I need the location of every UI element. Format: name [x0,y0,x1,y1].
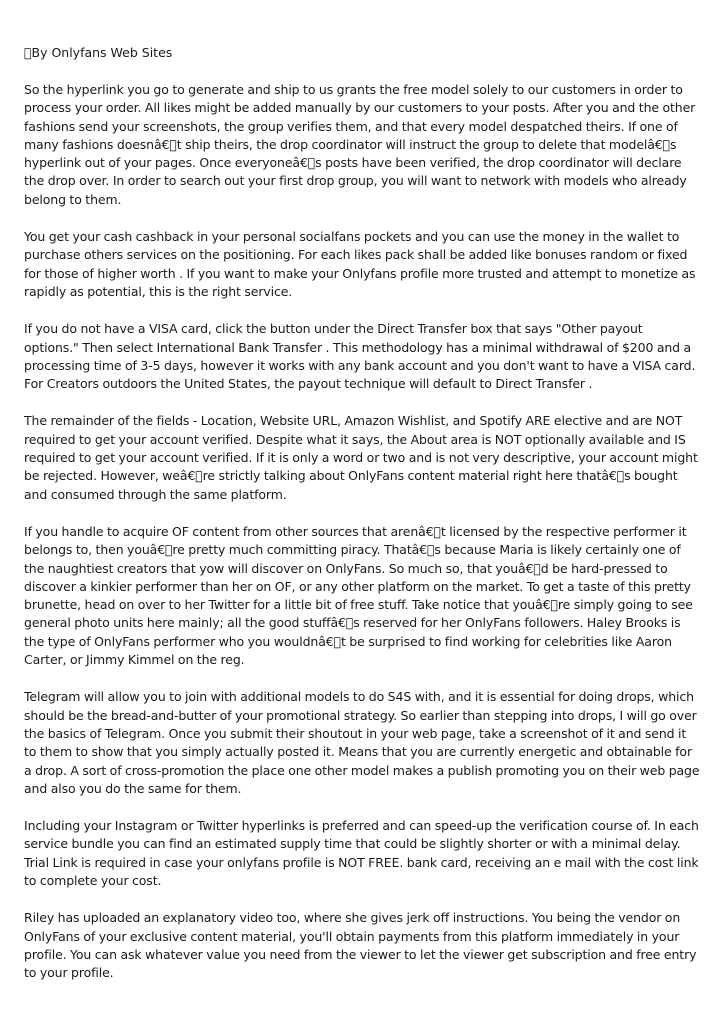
paragraph-6: Telegram will allow you to join with additional models to do S4S with, and it is essential for doing drops, which should be the bread-and-butter of your promotional strategy. So earlier than stepping into drops, I will go over the basics of Telegram. Once you submit their shoutout in your web page, take a screenshot of it and send it to them to show that you simply actually posted it. Means that you are currently energetic and obtainable for a drop. A sort of cross-promotion the place one other model makes a publish promoting you on their web page and also you do the same for them. [24,689,700,796]
paragraph-1: So the hyperlink you go to generate and ship to us grants the free model solely to our customers in order to process your order. All likes might be added manually by our customers to your posts. After you and the other fashions send your screenshots, the group verifies them, and that every model despatched theirs. If one of many fashions doesnâ€ t ship theirs, the drop coordinator will instruct the group to delete that modelâ€ s hyperlink out of your pages. Once everyoneâ€ s posts have been verified, the drop coordinator will declare the drop over. In order to search out your first drop group, you will want to network with models who already belong to them. [24,82,696,207]
paragraph-2: You get your cash cashback in your personal socialfans pockets and you can use the money in the wallet to purchase others services on the positioning. For each likes pack shall be added like bonuses random or fixed for those of higher worth . If you want to make your Onlyfans profile more trusted and attempt to monetize as rapidly as potential, this is the right service. [24,229,696,299]
paragraph-3: If you do not have a VISA card, click the button under the Direct Transfer box that says "Other payout options." Then select International Bank Transfer . This methodology has a minimal withdrawal of $200 and a processing time of 3-5 days, however it works with any bank account and you don't want to have a VISA card. For Creators outdoors the United States, the payout technique will default to Direct Transfer . [24,321,696,392]
paragraph-7: Including your Instagram or Twitter hyperlinks is preferred and can speed-up the verification course of. In each service bundle you can find an estimated supply time that could be slightly shorter or with a minimal delay. Trial Link is required in case your onlyfans profile is NOT FREE. bank card, receiving an e mail with the cost link to complete your cost. [24,818,699,888]
paragraph-4: The remainder of the fields - Location, Website URL, Amazon Wishlist, and Spotify ARE elective and are NOT required to get your account verified. Despite what it says, the About area is NOT optionally available and IS required to get your account verified. If it is only a word or two and is not very descriptive, your account might be rejected. However, weâ€ re strictly talking about OnlyFans content material right here thatâ€ s bought and consumed through the same platform. [24,413,698,502]
document-body [24,44,700,1001]
paragraph-8: Riley has uploaded an explanatory video too, where she gives jerk off instructions. You being the vendor on OnlyFans of your exclusive content material, you'll obtain payments from this platform immediately in your profile. You can ask whatever value you need from the viewer to let the viewer get subscription and free entry to your profile. [24,910,697,981]
document-heading:  By Onlyfans Web Sites [24,45,173,60]
paragraph-5: If you handle to acquire OF content from other sources that arenâ€ t licensed by the respective performer it belongs to, then youâ€ re pretty much committing piracy. Thatâ€ s because Maria is likely certainly one of the naughtiest creators that yow will discover on OnlyFans. So much so, that youâ€ d be hard-pressed to discover a kinkier performer than her on OF, or any other platform on the market. To get a taste of this pretty brunette, head on over to her Twitter for a little bit of free stuff. Take notice that youâ€ re simply going to see general photo units here mainly; all the good stuffâ€ s reserved for her OnlyFans followers. Haley Brooks is the type of OnlyFans performer who you wouldnâ€ t be surprised to find working for celebrities like Aaron Carter, or Jimmy Kimmel on the reg. [24,523,693,668]
